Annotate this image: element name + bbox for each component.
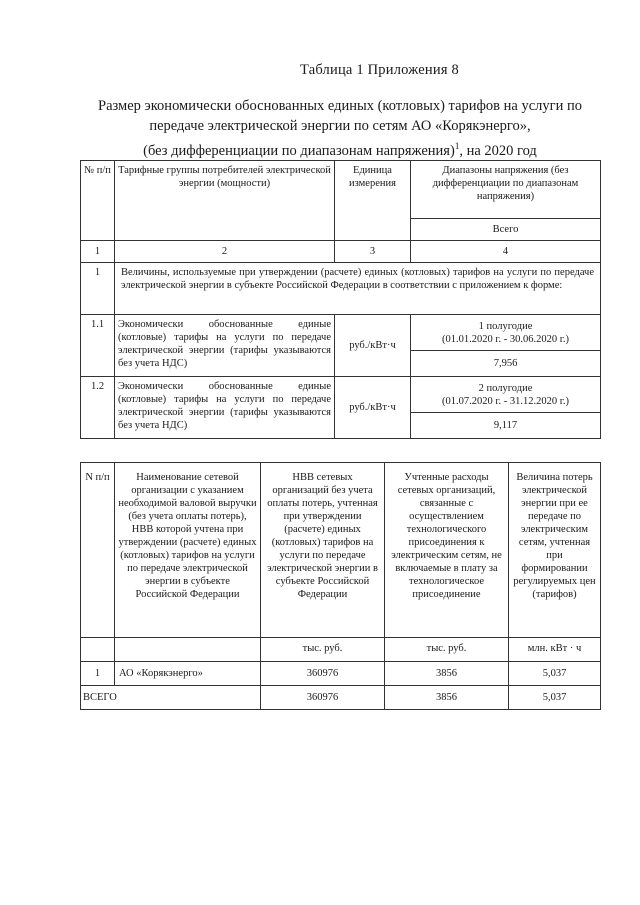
table-row (81, 377, 601, 413)
t2-row-num: 1 (81, 662, 115, 686)
t2-units-empty-name (115, 638, 261, 662)
t2-unit-costs: тыс. руб. (385, 638, 509, 662)
t2-header-losses: Величина потерь электрической энергии при ее передаче по электрическим сетям, учтенная при формировании регулируемых цен (тарифов) (509, 463, 601, 638)
table2-total-row (81, 686, 601, 710)
row-period (411, 315, 601, 351)
col-number-4: 4 (411, 241, 601, 263)
tariff-table (80, 160, 601, 439)
heading-line-3-text: (без дифференциации по диапазонам напряжения) (143, 142, 455, 159)
t2-row-costs: 3856 (385, 662, 509, 686)
table1-column-numbers (81, 241, 601, 263)
footnote-marker: 1 (454, 141, 460, 151)
header-tariff-groups: Тарифные группы потребителей электрической энергии (мощности) (115, 161, 335, 241)
table2-header-row (81, 463, 601, 638)
period-dates: (01.07.2020 г. - 31.12.2020 г.) (442, 395, 569, 407)
document-heading (60, 96, 620, 161)
network-organization-table (80, 462, 601, 710)
row-unit: руб./кВт·ч (335, 315, 411, 377)
header-voltage-ranges: Диапазоны напряжения (без дифференциации по диапазонам напряжения) (411, 161, 601, 219)
table2-units-row (81, 638, 601, 662)
row-value: 7,956 (411, 351, 601, 377)
t2-header-nvv: НВВ сетевых организаций без учета оплаты потерь, учтенная при утверждении (расчете) единых (котловых) тарифов на услуги по передаче электрической энергии в субъекте Российской Федерации (261, 463, 385, 638)
heading-line-1: Размер экономически обоснованных единых (котловых) тарифов на услуги по (98, 98, 582, 114)
header-total: Всего (411, 219, 601, 241)
row-value: 9,117 (411, 413, 601, 439)
row-num: 1.2 (81, 377, 115, 439)
header-num: № п/п (81, 161, 115, 241)
row-period (411, 377, 601, 413)
heading-line-3-year: , на 2020 год (459, 142, 537, 159)
t2-total-label: ВСЕГО (81, 686, 261, 710)
header-unit: Единица измерения (335, 161, 411, 241)
section-text: Величины, используемые при утверждении (расчете) единых (котловых) тарифов на услуги по передаче электрической энергии в субъекте Российской Федерации в соответствии с приложением к форме: (115, 263, 601, 315)
row-num: 1.1 (81, 315, 115, 377)
t2-row-nvv: 360976 (261, 662, 385, 686)
period-dates: (01.01.2020 г. - 30.06.2020 г.) (442, 333, 569, 345)
t2-total-nvv: 360976 (261, 686, 385, 710)
period-label: 2 полугодие (478, 382, 533, 394)
section-num: 1 (81, 263, 115, 315)
t2-row-losses: 5,037 (509, 662, 601, 686)
t2-row-name: АО «Корякэнерго» (115, 662, 261, 686)
table1-header-row (81, 161, 601, 219)
t2-total-losses: 5,037 (509, 686, 601, 710)
t2-header-costs: Учтенные расходы сетевых организаций, связанные с осуществлением технологического присоединения к электрическим сетям, не включаемые в плату за технологическое присоединение (385, 463, 509, 638)
heading-line-3 (60, 136, 620, 161)
t2-total-costs: 3856 (385, 686, 509, 710)
table1-section-row (81, 263, 601, 315)
table-row (81, 315, 601, 351)
t2-unit-nvv: тыс. руб. (261, 638, 385, 662)
col-number-2: 2 (115, 241, 335, 263)
appendix-label: Таблица 1 Приложения 8 (300, 62, 459, 78)
row-unit: руб./кВт·ч (335, 377, 411, 439)
t2-header-name: Наименование сетевой организации с указанием необходимой валовой выручки (без учета оплаты потерь), НВВ которой учтена при утверждении (расчете) единых (котловых) тарифов на услуги по передаче электрической энергии в субъекте Российской Федерации (115, 463, 261, 638)
col-number-3: 3 (335, 241, 411, 263)
period-label: 1 полугодие (478, 320, 533, 332)
heading-line-2: передаче электрической энергии по сетям АО «Корякэнерго», (149, 118, 531, 134)
t2-unit-losses: млн. кВт · ч (509, 638, 601, 662)
t2-header-num: N п/п (81, 463, 115, 638)
row-description: Экономически обоснованные единые (котловые) тарифы на услуги по передаче электрической энергии (тарифы указываются без учета НДС) (115, 377, 335, 439)
row-description: Экономически обоснованные единые (котловые) тарифы на услуги по передаче электрической энергии (тарифы указываются без учета НДС) (115, 315, 335, 377)
table-row (81, 662, 601, 686)
t2-units-empty-num (81, 638, 115, 662)
col-number-1: 1 (81, 241, 115, 263)
